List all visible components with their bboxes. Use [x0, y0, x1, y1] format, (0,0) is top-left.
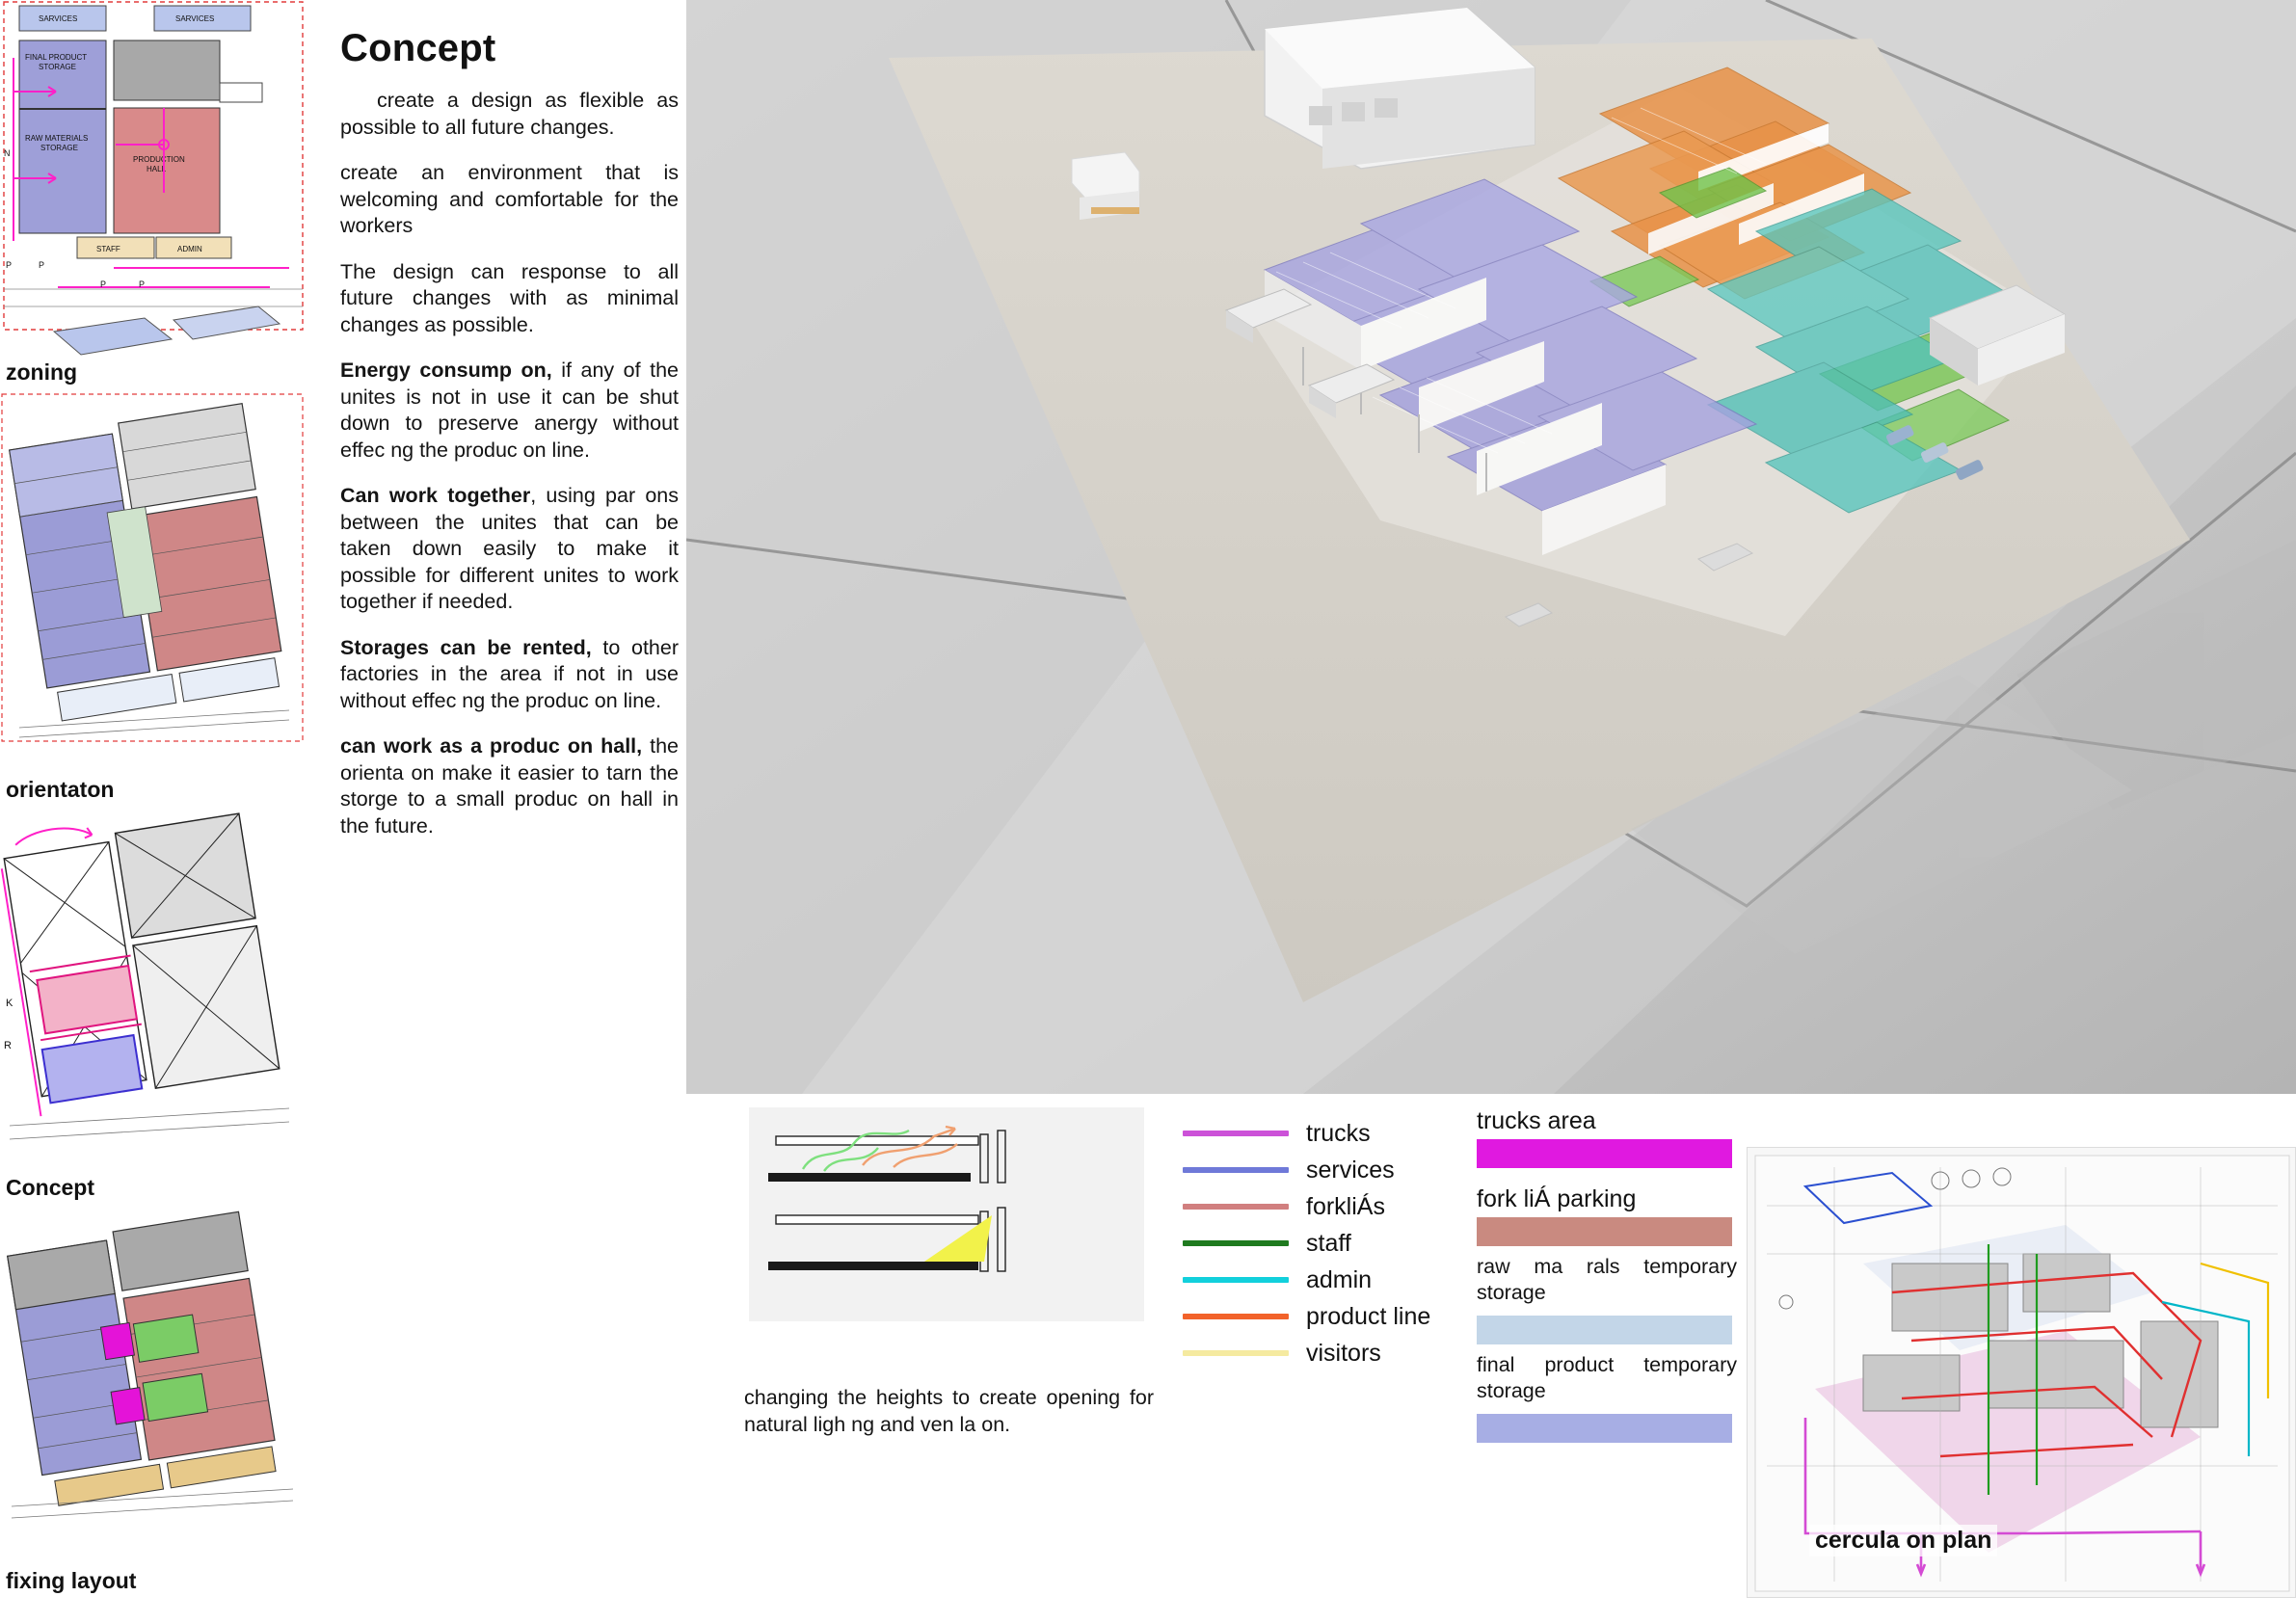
block-bar-extra [1477, 1414, 1732, 1443]
zoning-svg [0, 0, 307, 359]
thumbnail-caption-concept: Concept [0, 1174, 307, 1206]
svg-text:HALL: HALL [147, 165, 167, 173]
aerial-render-image [686, 0, 2296, 1094]
concept-text-column [328, 17, 686, 1579]
svg-text:PRODUCTION: PRODUCTION [133, 155, 185, 164]
legend-swatch-forklifts [1183, 1204, 1289, 1210]
paragraph-7-production-hall: can work as a produc on hall, the orienta on make it easier to tarn the storge to a small produc on hall in the future. [340, 734, 679, 838]
ventilation-svg [749, 1107, 1144, 1321]
block-bar-trucks-area [1477, 1139, 1732, 1168]
svg-text:R: R [4, 1040, 12, 1051]
legend-item-forklifts [1183, 1188, 1472, 1225]
legend-swatch-admin [1183, 1277, 1289, 1283]
thumbnail-fixing-layout[interactable] [0, 1206, 307, 1599]
legend-item-visitors [1183, 1335, 1472, 1371]
page-title: Concept [340, 27, 496, 69]
ventilation-section-diagram [749, 1107, 1144, 1321]
block-title-trucks-area: trucks area [1477, 1107, 1596, 1134]
svg-text:STORAGE: STORAGE [40, 144, 78, 152]
zoning-diagram [0, 0, 307, 359]
fixing-layout-diagram [0, 1206, 307, 1567]
legend-item-product-line [1183, 1298, 1472, 1335]
legend-label-services: services [1306, 1156, 1395, 1184]
area-key-blocks [1477, 1104, 1737, 1443]
svg-text:STORAGE: STORAGE [39, 63, 76, 71]
paragraph-3: The design can response to all future changes with as minimal changes as possible. [340, 259, 679, 336]
circulation-plan-caption: cercula on plan [1809, 1525, 1997, 1556]
svg-text:P: P [6, 260, 13, 270]
svg-text:ADMIN: ADMIN [177, 245, 202, 253]
paragraph-2: create an environment that is welcoming and comfortable for the workers [340, 161, 679, 238]
svg-text:SARVICES: SARVICES [175, 14, 215, 23]
concept-diagram [0, 808, 307, 1174]
block-text-final-product: final product temporary storage [1477, 1352, 1737, 1402]
legend-label-visitors: visitors [1306, 1339, 1381, 1367]
legend-item-staff [1183, 1225, 1472, 1262]
svg-text:K: K [6, 998, 13, 1009]
bottom-info-strip [686, 1094, 2296, 1623]
fixing-layout-svg [0, 1206, 307, 1538]
thumbnail-caption-fixing-layout: fixing layout [0, 1567, 307, 1599]
legend-label-admin: admin [1306, 1265, 1373, 1293]
paragraph-5-work-together: Can work together, using par ons between the unites that can be taken down easily to make it possible for different unites to work together if needed. [340, 484, 679, 614]
legend-swatch-staff [1183, 1240, 1289, 1246]
block-text-raw-materials: raw ma rals temporary storage [1477, 1255, 1737, 1304]
legend-swatch-visitors [1183, 1350, 1289, 1356]
thumbnail-orientaton[interactable] [0, 390, 307, 808]
legend-label-staff: staff [1306, 1229, 1351, 1257]
legend-item-services [1183, 1152, 1472, 1188]
block-title-forklift-parking: fork liÁ parking [1477, 1185, 1637, 1212]
concept-svg [0, 808, 307, 1174]
legend-label-product-line: product line [1306, 1302, 1431, 1330]
paragraph-4-energy: Energy consump on, if any of the unites is not in use it can be shut down to preserve anergy without effec ng the produc on line. [340, 359, 679, 462]
block-bar-final-product [1477, 1316, 1732, 1344]
block-bar-forklift-parking [1477, 1217, 1732, 1246]
ventilation-caption: changing the heights to create opening for natural ligh ng and ven la on. [744, 1386, 1154, 1436]
svg-text:FINAL PRODUCT: FINAL PRODUCT [25, 53, 88, 62]
svg-text:N: N [4, 148, 11, 158]
thumbnail-caption-orientaton: orientaton [0, 776, 307, 808]
left-diagram-column [0, 0, 307, 1623]
svg-text:STAFF: STAFF [96, 245, 120, 253]
legend-swatch-services [1183, 1167, 1289, 1173]
svg-text:P: P [100, 279, 107, 289]
orientaton-svg [0, 390, 307, 776]
svg-text:P: P [39, 260, 45, 270]
orientaton-diagram [0, 390, 307, 776]
legend-swatch-trucks [1183, 1131, 1289, 1136]
thumbnail-caption-zoning: zoning [0, 359, 307, 390]
thumbnail-zoning[interactable] [0, 0, 307, 390]
svg-text:RAW MATERIALS: RAW MATERIALS [25, 134, 89, 143]
legend-item-trucks [1183, 1115, 1472, 1152]
legend-label-trucks: trucks [1306, 1119, 1371, 1147]
render-svg [686, 0, 2296, 1094]
legend-label-forklifts: forkliÁs [1306, 1192, 1385, 1220]
legend-swatch-product-line [1183, 1314, 1289, 1319]
paragraph-6-storages-rented: Storages can be rented, to other factories in the area if not in use without effec ng the produc on line. [340, 635, 679, 712]
thumbnail-concept[interactable] [0, 808, 307, 1206]
svg-text:P: P [139, 279, 146, 289]
svg-text:SARVICES: SARVICES [39, 14, 78, 23]
legend-item-admin [1183, 1262, 1472, 1298]
paragraph-1: create a design as flexible as possible to all future changes. [340, 89, 679, 139]
circulation-legend [1183, 1115, 1472, 1371]
